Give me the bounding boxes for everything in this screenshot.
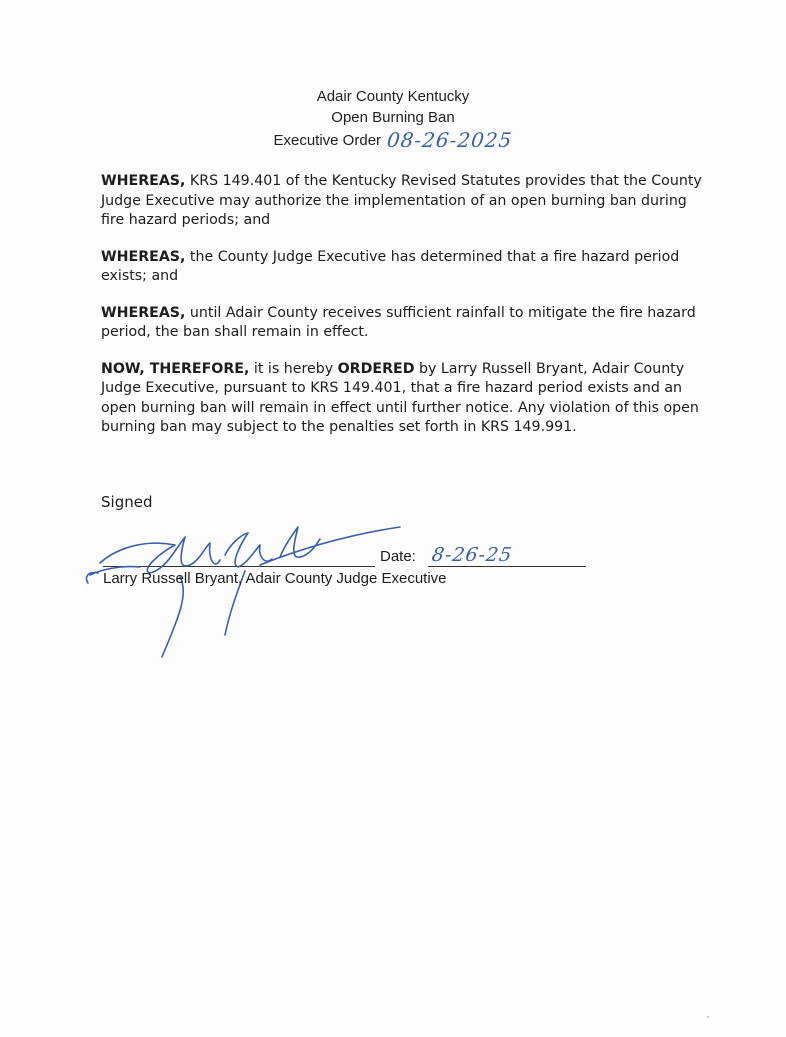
signer-name: Larry Russell Bryant, Adair County Judge Executive xyxy=(103,570,447,587)
paragraph-text: it is hereby xyxy=(249,360,338,377)
paragraph-text: KRS 149.401 of the Kentucky Revised Statutes provides that the County Judge Executive may authorize the implementation of an open burning ban during fire hazard periods; and xyxy=(101,173,702,228)
signed-label: Signed xyxy=(101,493,153,511)
now-therefore-paragraph xyxy=(101,360,711,438)
ban-title: Open Burning Ban xyxy=(331,109,455,126)
whereas-keyword: WHEREAS, xyxy=(101,248,186,265)
paragraph-text: until Adair County receives sufficient rainfall to mitigate the fire hazard period, the ban shall remain in effect. xyxy=(101,304,696,340)
county-title: Adair County Kentucky xyxy=(316,88,470,105)
paragraph-text: by Larry Russell Bryant, Adair County Judge Executive, pursuant to KRS 149.401, that a fire hazard period exists and an open burning ban will remain in effect until further notice. Any violation of this open burning ban may subject to the penalties set forth in KRS 149.991. xyxy=(101,360,699,435)
executive-order-label: Executive Order xyxy=(273,132,382,149)
whereas-paragraph-3 xyxy=(101,304,711,343)
whereas-paragraph-1 xyxy=(101,172,711,231)
whereas-keyword: WHEREAS, xyxy=(101,173,186,189)
paragraph-text: the County Judge Executive has determined that a fire hazard period exists; and xyxy=(101,248,680,284)
scan-speck xyxy=(707,1016,709,1018)
handwritten-signature xyxy=(80,515,410,665)
whereas-keyword: WHEREAS, xyxy=(101,304,186,321)
handwritten-date: 8-26-25 xyxy=(430,544,514,566)
whereas-paragraph-2 xyxy=(101,248,711,287)
date-line xyxy=(428,566,586,567)
now-therefore-keyword: NOW, THEREFORE, xyxy=(101,360,250,377)
ordered-keyword: ORDERED xyxy=(337,360,415,377)
document-body xyxy=(101,172,711,455)
document-header xyxy=(0,86,786,151)
date-label: Date: xyxy=(380,548,416,565)
handwritten-order-number: 08-26-2025 xyxy=(385,128,514,152)
executive-order-line xyxy=(0,128,786,151)
